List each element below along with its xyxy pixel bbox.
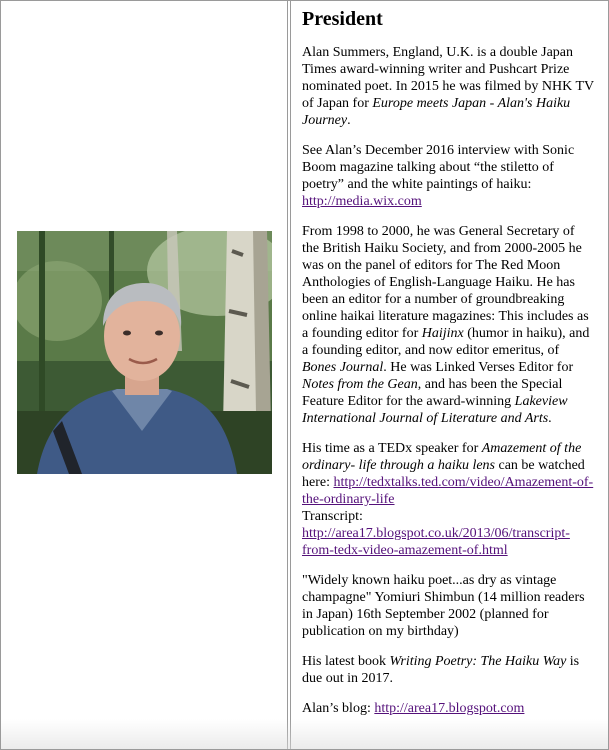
interview-text: See Alan’s December 2016 interview with Sonic Boom magazine talking about “the stiletto of poetry” and the white paintings of haiku: xyxy=(302,143,575,192)
bio-paragraph-career xyxy=(302,223,594,427)
career-notes-gean: Notes from the Gean xyxy=(302,377,418,392)
interview-link[interactable]: http://media.wix.com xyxy=(302,194,422,209)
transcript-link[interactable]: http://area17.blogspot.co.uk/2013/06/transcript-from-tedx-video-amazement-of.html xyxy=(302,526,570,558)
career-text-d: , and has been the Special Feature Editor for the award-winning xyxy=(302,377,563,409)
bio-paragraph-book xyxy=(302,653,594,687)
page-title: President xyxy=(302,8,383,30)
career-text-b: (humor in haiku), and a founding editor, and now editor emeritus, of xyxy=(302,326,590,358)
bio-paragraph-intro xyxy=(302,44,594,129)
book-title: Writing Poetry: The Haiku Way xyxy=(389,654,567,669)
bio-intro-end: . xyxy=(347,113,351,128)
right-column xyxy=(302,7,594,730)
career-haijinx: Haijinx xyxy=(421,326,464,341)
book-text-a: His latest book xyxy=(302,654,390,669)
bio-intro-title: Europe meets Japan - Alan's Haiku Journey xyxy=(302,96,571,128)
bio-paragraph-interview xyxy=(302,142,594,210)
career-end: . xyxy=(548,411,552,426)
portrait-photo xyxy=(17,231,272,474)
tedx-video-link[interactable]: http://tedxtalks.ted.com/video/Amazement-of-the-ordinary-life xyxy=(302,475,594,507)
career-text-c: . He was Linked Verses Editor for xyxy=(383,360,574,375)
bio-paragraph-quote: "Widely known haiku poet...as dry as vintage champagne" Yomiuri Shimbun (14 million readers in Japan) 16th September 2002 (planned for publication on my birthday) xyxy=(302,573,585,639)
tedx-text-b: can be watched here: xyxy=(302,458,585,490)
bio-paragraph-tedx xyxy=(302,440,594,559)
career-bones-journal: Bones Journal xyxy=(302,360,384,375)
career-text-a: From 1998 to 2000, he was General Secretary of the British Haiku Society, and from 2000-2005 he was on the panel of editors for The Red Moon Anthologies of English-Language Haiku. He has been an editor for a number of groundbreaking online haikai literature magazines: This includes as a founding editor for xyxy=(302,224,589,341)
career-lakeview: Lakeview International Journal of Literature and Arts xyxy=(302,394,568,426)
blog-label: Alan’s blog: xyxy=(302,701,375,716)
tedx-title: Amazement of the ordinary- life through a haiku lens xyxy=(302,441,582,473)
left-column xyxy=(1,1,288,749)
bio-paragraph-blog xyxy=(302,700,594,717)
blog-link[interactable]: http://area17.blogspot.com xyxy=(374,701,525,716)
book-text-b: is due out in 2017. xyxy=(302,654,580,686)
bio-intro-text: Alan Summers, England, U.K. is a double Japan Times award-winning writer and Pushcart Prize nominated poet. In 2015 he was filmed by NHK TV of Japan for xyxy=(302,45,594,111)
transcript-label: Transcript: xyxy=(302,509,363,524)
column-divider xyxy=(290,1,291,749)
tedx-text-a: His time as a TEDx speaker for xyxy=(302,441,482,456)
portrait-photo-illustration xyxy=(17,231,272,474)
